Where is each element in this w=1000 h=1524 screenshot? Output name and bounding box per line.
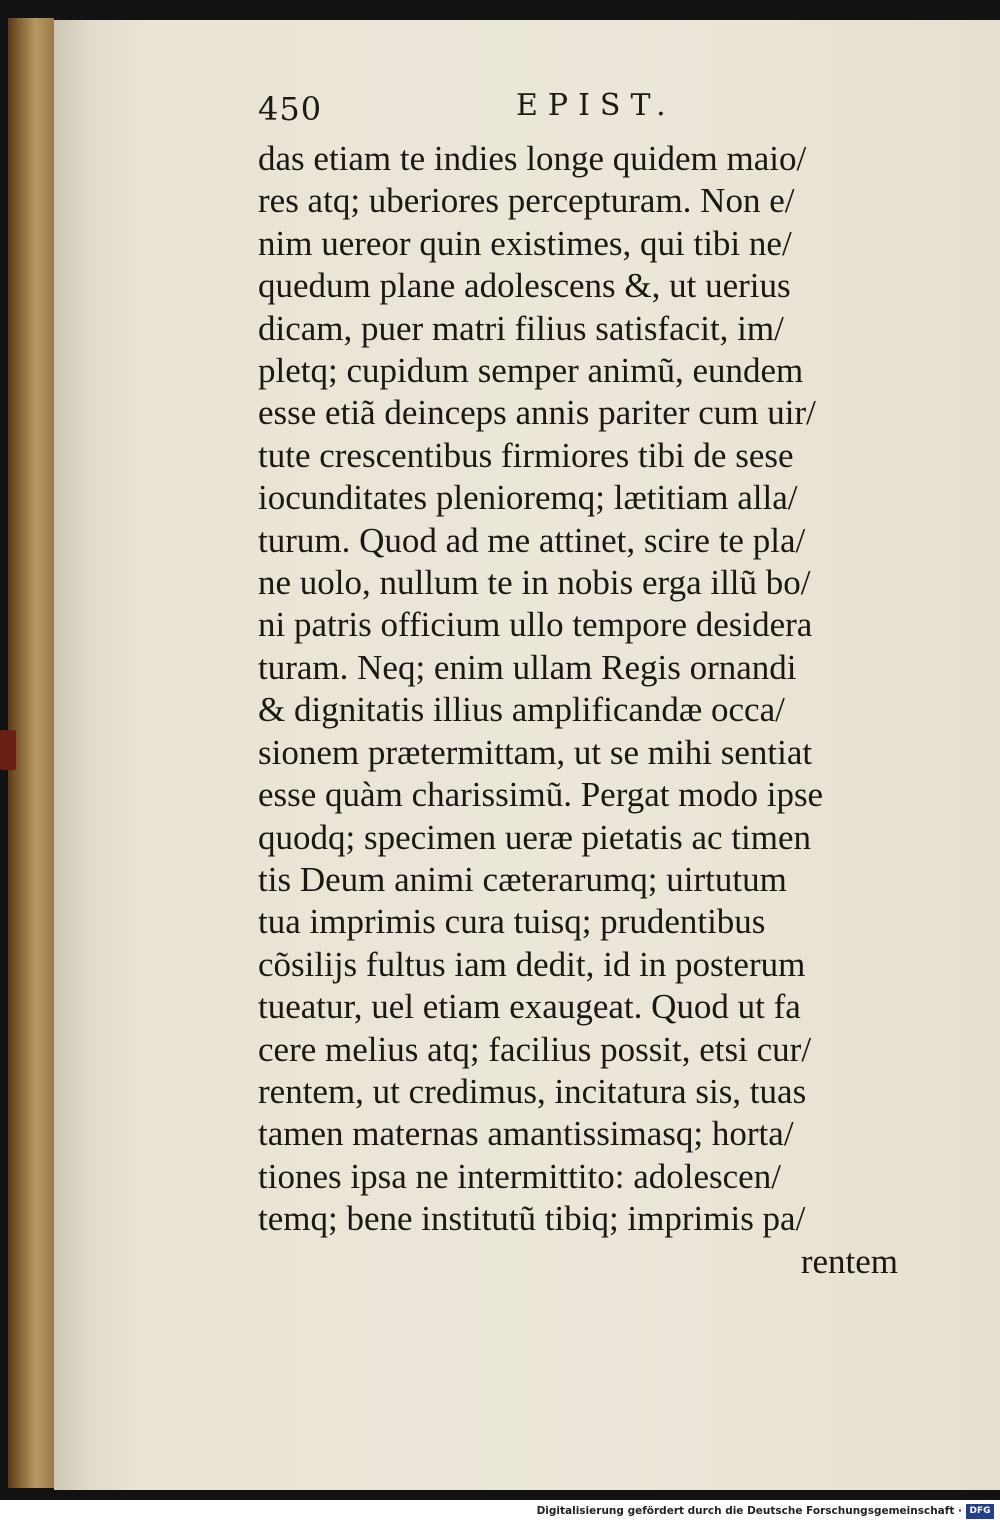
- running-head: EPIST.: [516, 88, 676, 123]
- book-clasp: [0, 730, 16, 770]
- text-line: iocunditates plenioremq; lætitiam alla/: [258, 478, 798, 518]
- text-line: tueatur, uel etiam exaugeat. Quod ut fa: [258, 987, 801, 1027]
- page-number: 450: [258, 90, 323, 128]
- catchword: rentem: [800, 1241, 898, 1281]
- body-text: [258, 138, 898, 1283]
- footer-bar: [0, 1500, 1000, 1524]
- text-line: ne uolo, nullum te in nobis erga illũ bo/: [258, 563, 811, 603]
- dfg-logo: DFG: [966, 1504, 994, 1519]
- text-line: quedum plane adolescens &, ut uerius: [258, 266, 791, 306]
- text-line: tute crescentibus firmiores tibi de sese: [258, 435, 794, 475]
- text-line: esse quàm charissimũ. Pergat modo ipse: [258, 775, 824, 815]
- text-line: tiones ipsa ne intermittito: adolescen/: [258, 1156, 781, 1196]
- text-line: turum. Quod ad me attinet, scire te pla/: [258, 520, 806, 560]
- text-line: esse etiã deinceps annis pariter cum uir/: [258, 393, 816, 433]
- text-line: rentem, ut credimus, incitatura sis, tuas: [258, 1071, 807, 1111]
- text-line: das etiam te indies longe quidem maio/: [258, 139, 807, 178]
- text-line: tis Deum animi cæterarumq; uirtutum: [258, 859, 787, 899]
- text-line: sionem prætermittam, ut se mihi sentiat: [258, 732, 813, 772]
- text-line: & dignitatis illius amplificandæ occa/: [258, 690, 785, 730]
- text-line: nim uereor quin existimes, qui tibi ne/: [258, 223, 792, 263]
- text-line: pletq; cupidum semper animũ, eundem: [258, 351, 804, 391]
- text-line: dicam, puer matri filius satisfacit, im/: [258, 308, 784, 348]
- text-line: tua imprimis cura tuisq; prudentibus: [258, 902, 766, 942]
- text-line: cere melius atq; facilius possit, etsi cur/: [258, 1029, 812, 1069]
- text-line: tamen maternas amantissimasq; horta/: [258, 1114, 794, 1154]
- text-line: temq; bene institutũ tibiq; imprimis pa/: [258, 1199, 806, 1239]
- text-line: cõsilijs fultus iam dedit, id in posterum: [258, 944, 806, 984]
- page-header: [258, 82, 918, 132]
- text-line: quodq; specimen ueræ pietatis ac timen: [258, 817, 812, 857]
- text-line: turam. Neq; enim ullam Regis ornandi: [258, 647, 797, 687]
- text-line: res atq; uberiores percepturam. Non e/: [258, 181, 795, 221]
- text-line: ni patris officium ullo tempore desidera: [258, 605, 813, 645]
- footer-credit: Digitalisierung gefördert durch die Deutsche Forschungsgemeinschaft ·: [536, 1505, 962, 1517]
